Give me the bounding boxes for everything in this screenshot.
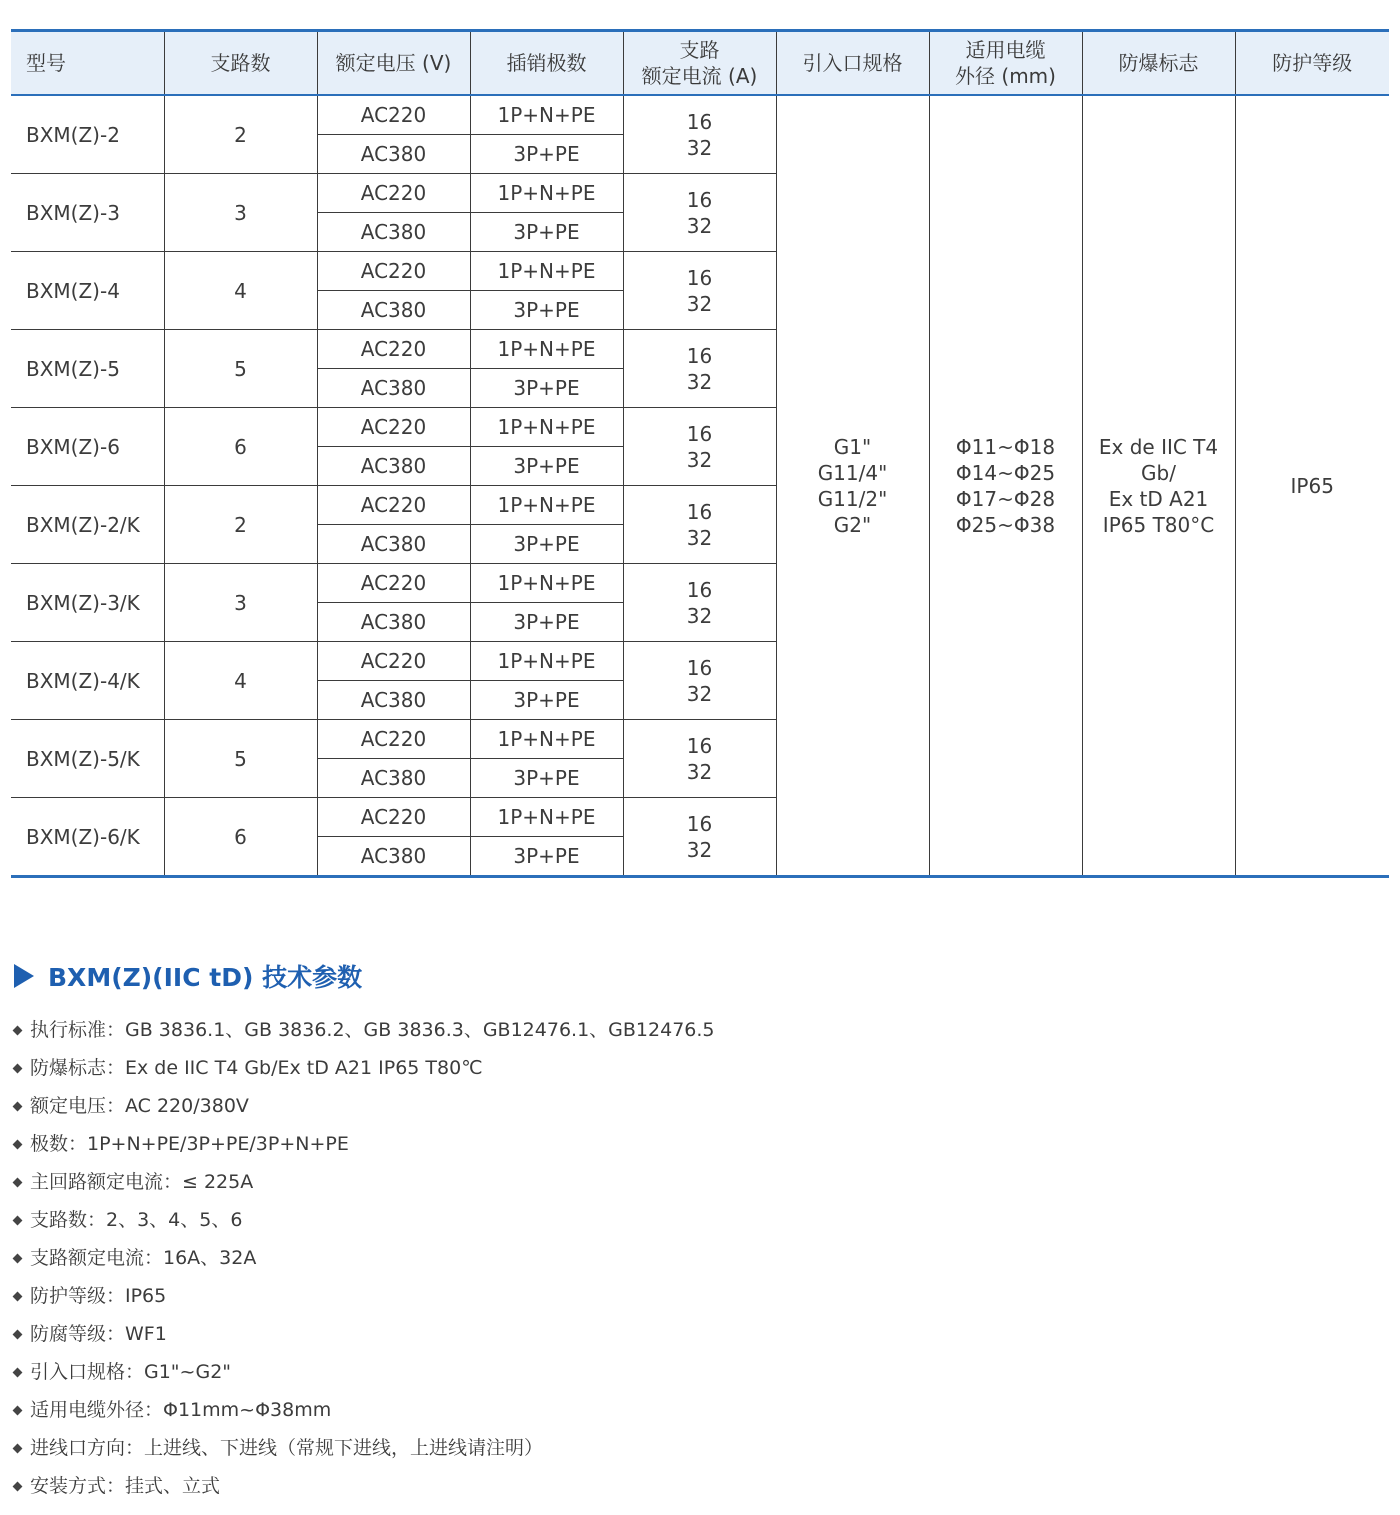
table-body (11, 95, 1389, 877)
ex-mark-cell: Ex de IIC T4 Gb/ Ex tD A21 IP65 T80°C (1082, 95, 1235, 877)
voltage-cell: AC220 (317, 642, 470, 681)
list-item (13, 1163, 715, 1201)
param-text: 支路数：2、3、4、5、6 (30, 1209, 243, 1231)
branch-current-cell: 16 32 (623, 486, 776, 564)
list-item (13, 1011, 715, 1049)
voltage-cell: AC220 (317, 564, 470, 603)
header-branch-current: 支路 额定电流 (A) (623, 31, 776, 96)
diamond-bullet-icon (13, 1367, 23, 1377)
model-cell: BXM(Z)-5 (11, 330, 164, 408)
branches-cell: 2 (164, 486, 317, 564)
voltage-cell: AC380 (317, 681, 470, 720)
list-item (13, 1391, 715, 1429)
branches-cell: 3 (164, 564, 317, 642)
diamond-bullet-icon (13, 1139, 23, 1149)
table-row (11, 95, 1389, 135)
poles-cell: 3P+PE (470, 681, 623, 720)
branch-current-cell: 16 32 (623, 252, 776, 330)
model-cell: BXM(Z)-3 (11, 174, 164, 252)
model-cell: BXM(Z)-6 (11, 408, 164, 486)
model-cell: BXM(Z)-5/K (11, 720, 164, 798)
branch-current-cell: 16 32 (623, 174, 776, 252)
list-item (13, 1201, 715, 1239)
diamond-bullet-icon (13, 1329, 23, 1339)
voltage-cell: AC380 (317, 447, 470, 486)
table-header-row (11, 31, 1389, 96)
param-text: 额定电压：AC 220/380V (30, 1095, 249, 1117)
branches-cell: 4 (164, 642, 317, 720)
poles-cell: 1P+N+PE (470, 408, 623, 447)
diamond-bullet-icon (13, 1063, 23, 1073)
param-text: 安装方式：挂式、立式 (30, 1475, 221, 1497)
voltage-cell: AC220 (317, 330, 470, 369)
diamond-bullet-icon (13, 1481, 23, 1491)
branch-current-cell: 16 32 (623, 564, 776, 642)
model-cell: BXM(Z)-4 (11, 252, 164, 330)
poles-cell: 3P+PE (470, 291, 623, 330)
voltage-cell: AC220 (317, 174, 470, 213)
list-item (13, 1239, 715, 1277)
poles-cell: 3P+PE (470, 447, 623, 486)
branch-current-cell: 16 32 (623, 330, 776, 408)
header-model: 型号 (11, 31, 164, 96)
protection-cell: IP65 (1235, 95, 1389, 877)
list-item (13, 1277, 715, 1315)
model-cell: BXM(Z)-2/K (11, 486, 164, 564)
branches-cell: 6 (164, 408, 317, 486)
model-cell: BXM(Z)-2 (11, 95, 164, 174)
header-ex-mark: 防爆标志 (1082, 31, 1235, 96)
branch-current-cell: 16 32 (623, 642, 776, 720)
voltage-cell: AC380 (317, 603, 470, 642)
voltage-cell: AC220 (317, 486, 470, 525)
list-item (13, 1315, 715, 1353)
voltage-cell: AC380 (317, 759, 470, 798)
poles-cell: 1P+N+PE (470, 486, 623, 525)
model-cell: BXM(Z)-6/K (11, 798, 164, 877)
header-poles: 插销极数 (470, 31, 623, 96)
list-item (13, 1125, 715, 1163)
list-item (13, 1353, 715, 1391)
param-text: 防护等级：IP65 (30, 1285, 167, 1307)
param-text: 进线口方向：上进线、下进线（常规下进线，上进线请注明） (30, 1437, 544, 1459)
poles-cell: 3P+PE (470, 369, 623, 408)
poles-cell: 1P+N+PE (470, 720, 623, 759)
voltage-cell: AC380 (317, 525, 470, 564)
poles-cell: 3P+PE (470, 837, 623, 877)
branch-current-cell: 16 32 (623, 720, 776, 798)
poles-cell: 3P+PE (470, 759, 623, 798)
inlet-cell: G1" G11/4" G11/2" G2" (776, 95, 929, 877)
voltage-cell: AC380 (317, 837, 470, 877)
poles-cell: 3P+PE (470, 603, 623, 642)
voltage-cell: AC380 (317, 291, 470, 330)
model-cell: BXM(Z)-3/K (11, 564, 164, 642)
poles-cell: 3P+PE (470, 213, 623, 252)
param-text: 支路额定电流：16A、32A (30, 1247, 257, 1269)
voltage-cell: AC220 (317, 95, 470, 135)
poles-cell: 1P+N+PE (470, 564, 623, 603)
voltage-cell: AC220 (317, 252, 470, 291)
param-text: 极数：1P+N+PE/3P+PE/3P+N+PE (30, 1133, 349, 1155)
param-text: 主回路额定电流：≤ 225A (30, 1171, 254, 1193)
triangle-icon (14, 964, 34, 988)
list-item (13, 1049, 715, 1087)
poles-cell: 1P+N+PE (470, 174, 623, 213)
param-text: 引入口规格：G1"~G2" (30, 1361, 232, 1383)
poles-cell: 3P+PE (470, 135, 623, 174)
param-text: 执行标准：GB 3836.1、GB 3836.2、GB 3836.3、GB12476.1、GB12476.5 (30, 1019, 715, 1041)
header-protection: 防护等级 (1235, 31, 1389, 96)
section-heading (14, 958, 362, 994)
voltage-cell: AC220 (317, 798, 470, 837)
header-voltage: 额定电压 (V) (317, 31, 470, 96)
branches-cell: 2 (164, 95, 317, 174)
diamond-bullet-icon (13, 1177, 23, 1187)
branches-cell: 5 (164, 720, 317, 798)
poles-cell: 1P+N+PE (470, 642, 623, 681)
model-cell: BXM(Z)-4/K (11, 642, 164, 720)
poles-cell: 1P+N+PE (470, 95, 623, 135)
branch-current-cell: 16 32 (623, 408, 776, 486)
branch-current-cell: 16 32 (623, 798, 776, 877)
branches-cell: 3 (164, 174, 317, 252)
poles-cell: 1P+N+PE (470, 798, 623, 837)
list-item (13, 1467, 715, 1505)
diamond-bullet-icon (13, 1101, 23, 1111)
diamond-bullet-icon (13, 1291, 23, 1301)
branches-cell: 6 (164, 798, 317, 877)
header-inlet: 引入口规格 (776, 31, 929, 96)
section-title: BXM(Z)(IIC tD) 技术参数 (48, 963, 363, 992)
poles-cell: 3P+PE (470, 525, 623, 564)
diamond-bullet-icon (13, 1215, 23, 1225)
diamond-bullet-icon (13, 1253, 23, 1263)
param-text: 防腐等级：WF1 (30, 1323, 167, 1345)
header-cable-diameter: 适用电缆 外径 (mm) (929, 31, 1082, 96)
voltage-cell: AC380 (317, 369, 470, 408)
spec-table (11, 29, 1389, 878)
voltage-cell: AC220 (317, 720, 470, 759)
branch-current-cell: 16 32 (623, 95, 776, 174)
diamond-bullet-icon (13, 1025, 23, 1035)
diamond-bullet-icon (13, 1405, 23, 1415)
branches-cell: 5 (164, 330, 317, 408)
params-list (13, 1011, 715, 1505)
voltage-cell: AC380 (317, 213, 470, 252)
list-item (13, 1087, 715, 1125)
param-text: 适用电缆外径：Φ11mm~Φ38mm (30, 1399, 332, 1421)
cable-diameter-cell: Φ11~Φ18 Φ14~Φ25 Φ17~Φ28 Φ25~Φ38 (929, 95, 1082, 877)
param-text: 防爆标志：Ex de IIC T4 Gb/Ex tD A21 IP65 T80℃ (30, 1057, 483, 1079)
poles-cell: 1P+N+PE (470, 252, 623, 291)
voltage-cell: AC380 (317, 135, 470, 174)
voltage-cell: AC220 (317, 408, 470, 447)
diamond-bullet-icon (13, 1443, 23, 1453)
list-item (13, 1429, 715, 1467)
poles-cell: 1P+N+PE (470, 330, 623, 369)
branches-cell: 4 (164, 252, 317, 330)
header-branches: 支路数 (164, 31, 317, 96)
